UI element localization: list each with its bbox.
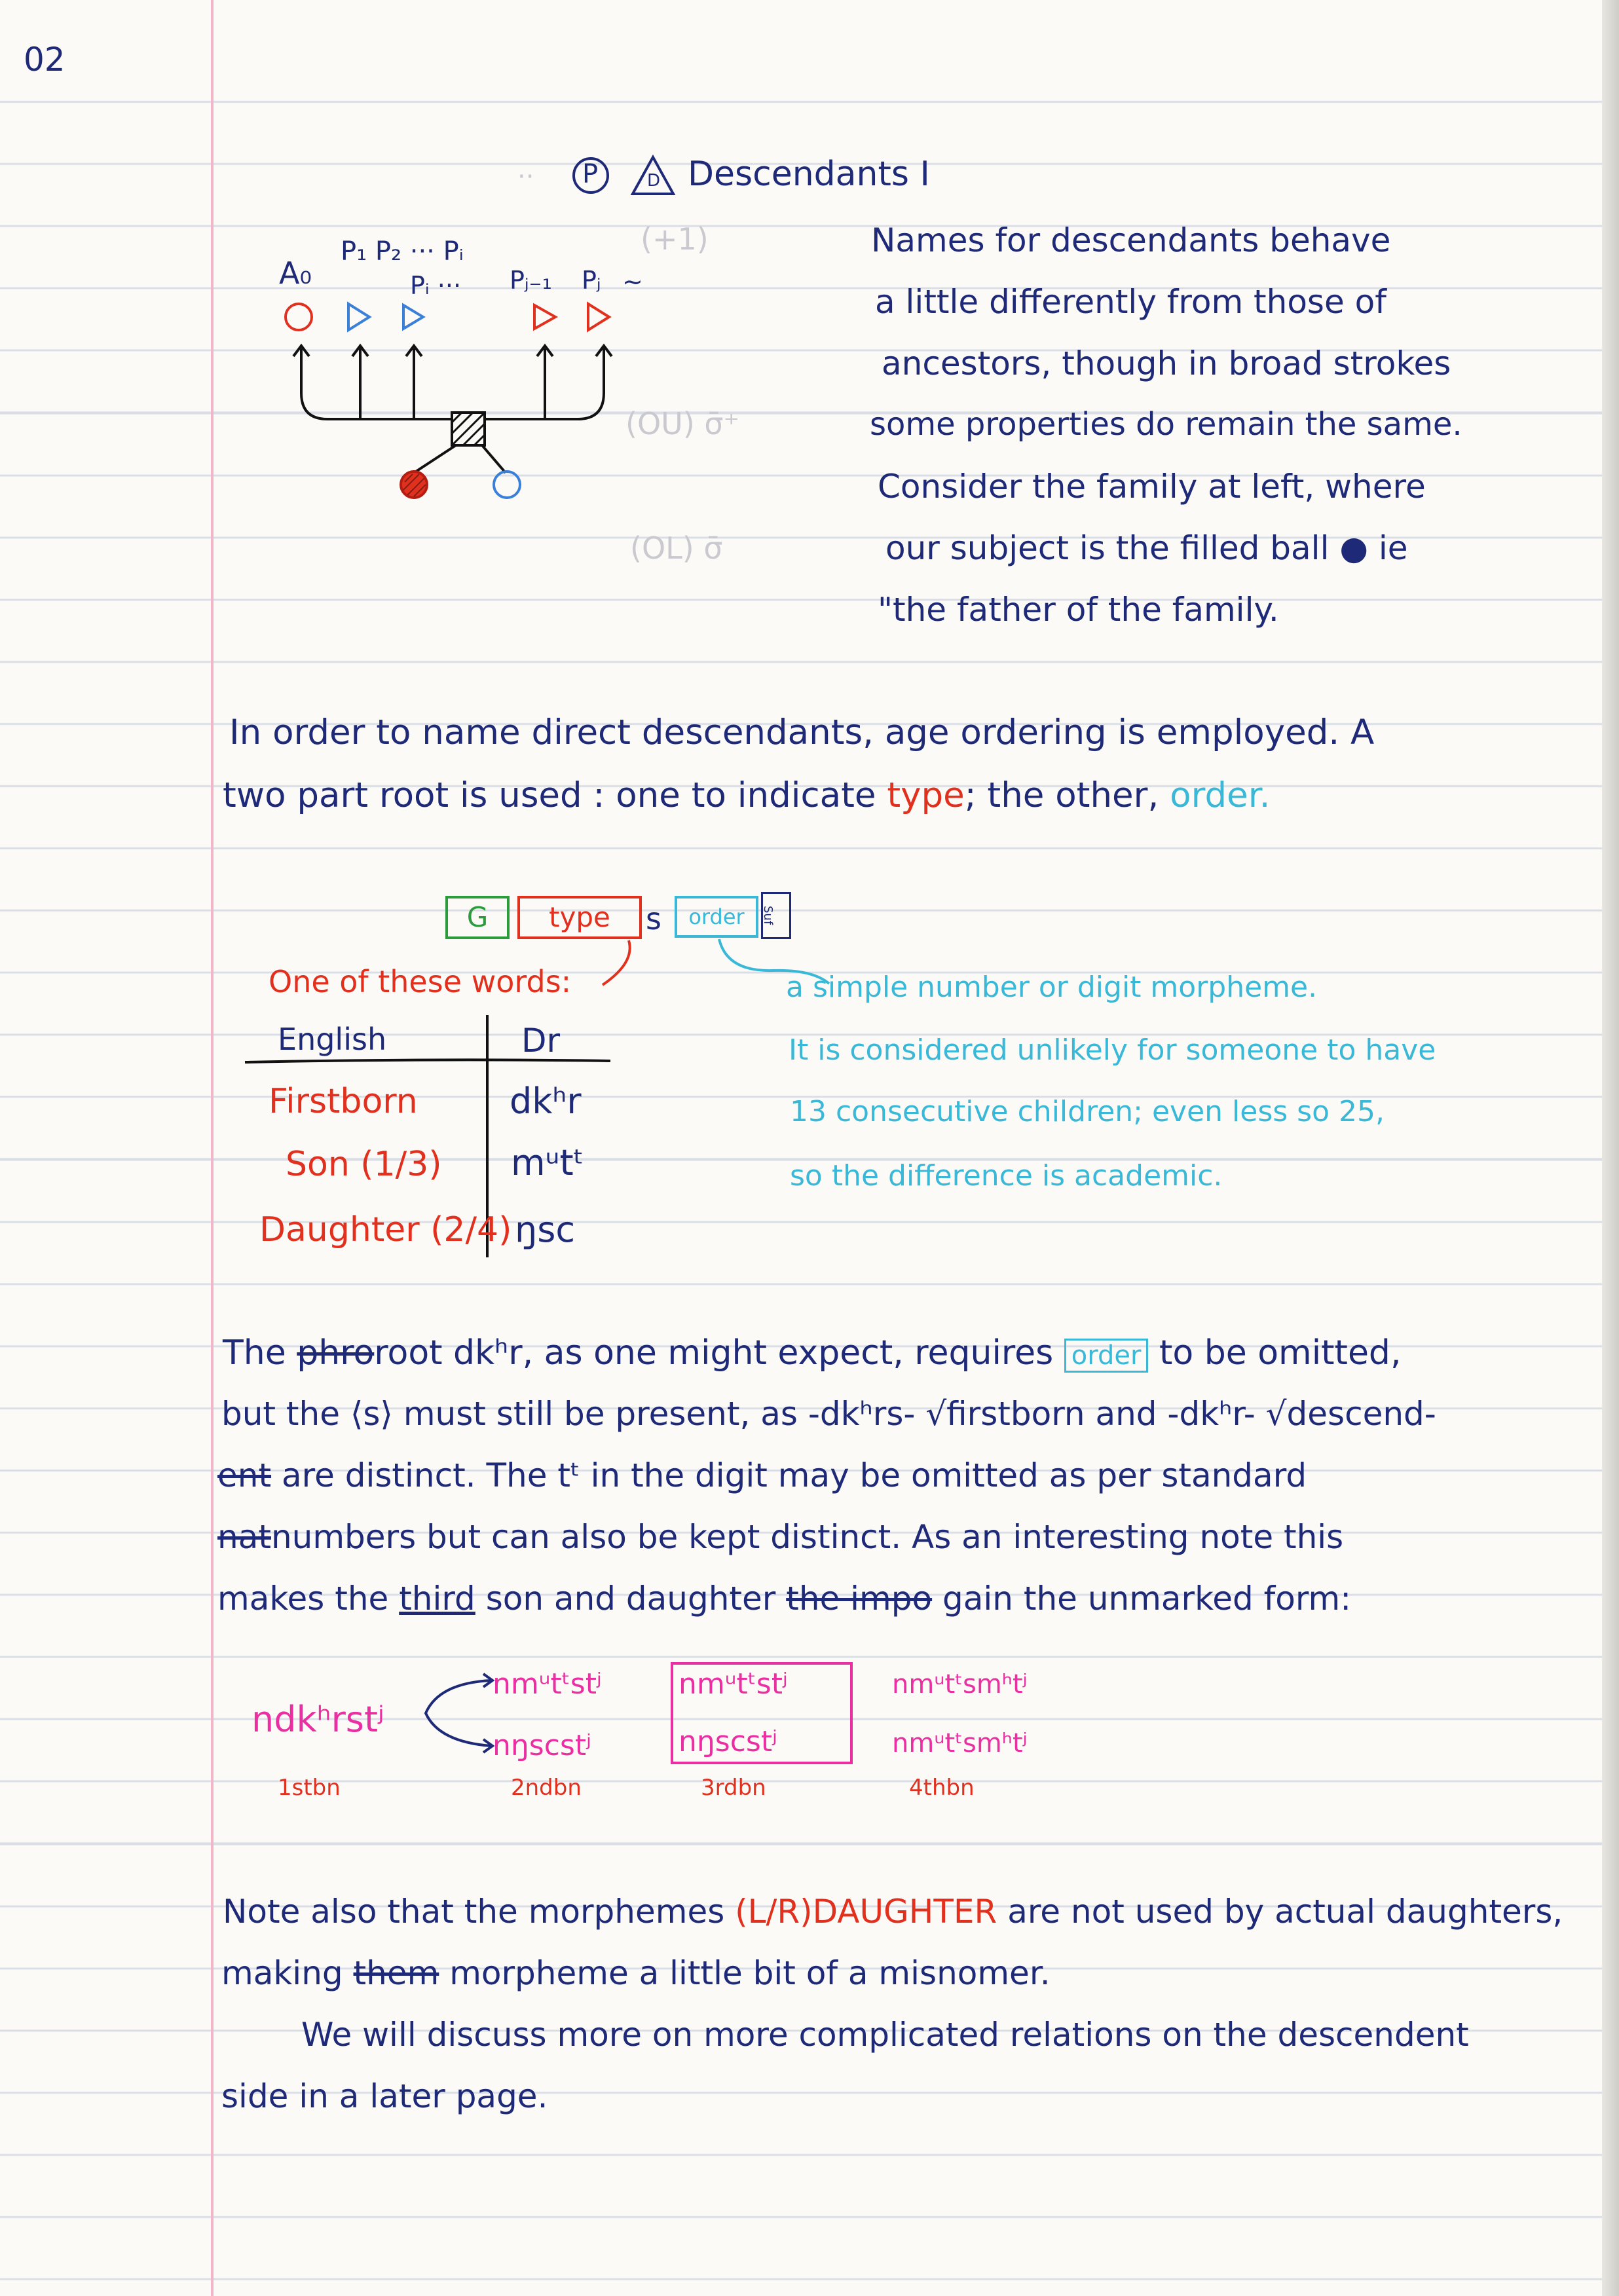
label-2ndbn: 2ndbn (511, 1775, 582, 1801)
family-tree-diagram (275, 288, 668, 524)
para1-line-2-b: ; the other, (964, 775, 1159, 815)
para3-l2-strike: them (353, 1954, 439, 1992)
margin-line (211, 0, 214, 2296)
para3-l1a: Note also that the morphemes (223, 1893, 725, 1931)
intro-line-1: Names for descendants behave (871, 221, 1391, 259)
para2-l5c: gain the unmarked form: (942, 1580, 1352, 1618)
label-4thbn: 4thbn (909, 1775, 975, 1801)
pj-minus-1-label: Pⱼ₋₁ (510, 266, 552, 295)
formula-s: s (646, 901, 661, 936)
para3-line-4: side in a later page. (221, 2077, 548, 2115)
page-title: Descendants I (688, 155, 930, 194)
formula-type-box: type (517, 896, 642, 939)
order-note-line-1: a simple number or digit morpheme. (786, 971, 1318, 1004)
para2-line-1 (223, 1335, 1401, 1372)
form-son-3: nmᵘtᵗstʲ (679, 1667, 788, 1701)
intro-line-4: some properties do remain the same. (870, 406, 1462, 443)
para1-line-1: In order to name direct descendants, age ordering is employed. A (229, 713, 1375, 752)
form-dau-2: nŋscstʲ (493, 1729, 591, 1762)
ghost-ol: (OL) σ̄ (630, 530, 723, 566)
para2-l1b: root dkʰr, as one might expect, requires (374, 1333, 1054, 1373)
para3-daughter-morpheme: (L/R)DAUGHTER (735, 1893, 997, 1931)
table-row-2-dr: mᵘtᵗ (511, 1142, 584, 1183)
triangle-d-letter: D (647, 171, 661, 191)
dots-before-title: ·· (517, 162, 534, 192)
top-row-labels: P₁ P₂ ··· Pᵢ (341, 236, 464, 267)
formula-g-box: G (445, 896, 510, 939)
table-caption: One of these words: (269, 964, 572, 999)
para2-line-5 (217, 1581, 1351, 1617)
circle-p-letter: P (582, 159, 599, 189)
para2-l4: numbers but can also be kept distinct. As an interesting note this (270, 1518, 1344, 1556)
table-row-1-english: Firstborn (269, 1082, 418, 1121)
label-1stbn: 1stbn (278, 1775, 341, 1801)
table-header-dr: Dr (521, 1022, 561, 1060)
para3-l2a: making (221, 1954, 343, 1992)
form-dau-3: nŋscstʲ (679, 1725, 777, 1758)
para3-line-2 (221, 1955, 1051, 1991)
type-pointer (589, 936, 642, 995)
table-row-1-dr: dkʰr (510, 1081, 582, 1122)
para1-type-word: type (887, 775, 965, 815)
intro-line-7: "the father of the family. (878, 591, 1279, 629)
form-son-4: nmᵘtᵗsmʰtʲ (892, 1669, 1028, 1699)
para2-l1c: to be omitted, (1159, 1333, 1402, 1373)
label-3rdbn: 3rdbn (701, 1775, 766, 1801)
intro-line-5: Consider the family at left, where (878, 468, 1426, 506)
intro-line-3: ancestors, though in broad strokes (882, 344, 1451, 382)
order-note-line-2: It is considered unlikely for someone to have (789, 1033, 1436, 1067)
para3-l2b: morpheme a little bit of a misnomer. (449, 1954, 1051, 1992)
intro-line-6: our subject is the filled ball ● ie (885, 529, 1408, 567)
para2-l5-strike: the impo (786, 1580, 933, 1618)
para2-line-4 (217, 1519, 1343, 1555)
ghost-plus1: (+1) (641, 221, 709, 257)
para2-line-3 (217, 1458, 1307, 1494)
table-header-english: English (278, 1022, 387, 1057)
order-note-line-3: 13 consecutive children; even less so 25, (790, 1095, 1385, 1128)
table-row-2-english: Son (1/3) (286, 1145, 442, 1184)
para3-line-1 (223, 1894, 1563, 1930)
tilde-mark: ~ (622, 267, 643, 296)
ancestor-label: A₀ (279, 255, 312, 291)
para2-line-2: but the ⟨s⟩ must still be present, as -dkʰrs- √firstborn and -dkʰr- √descend- (221, 1395, 1436, 1433)
para1-line-2-a: two part root is used : one to indicate (223, 775, 876, 815)
table-row-3-dr: ŋsc (515, 1209, 576, 1250)
para2-third: third (399, 1580, 475, 1618)
ghost-ou: (OU) σ̄⁺ (625, 406, 739, 441)
para2-l4-strike: nat (217, 1518, 271, 1556)
second-row-labels: Pᵢ ··· (410, 271, 462, 300)
table-row-3-english: Daughter (2/4) (259, 1210, 512, 1250)
formula-suffix-box: Suf (761, 892, 791, 939)
form-branch-arrows (419, 1663, 504, 1762)
form-base: ndkʰrstʲ (251, 1699, 384, 1740)
page-number: 02 (24, 41, 65, 79)
form-son-2: nmᵘtᵗstʲ (493, 1667, 602, 1701)
intro-line-2: a little differently from those of (875, 283, 1386, 321)
para2-l1-strike: phro (297, 1333, 375, 1373)
para2-l5a: makes the (217, 1580, 389, 1618)
para3-line-3: We will discuss more on more complicated relations on the descendent (301, 2016, 1469, 2054)
form-dau-4: nmᵘtᵗsmʰtʲ (892, 1728, 1028, 1758)
para3-l1b: are not used by actual daughters, (1007, 1893, 1563, 1931)
para1-order-word: order. (1170, 775, 1271, 815)
para2-l1a: The (223, 1333, 286, 1373)
para2-order-box: order (1064, 1339, 1149, 1373)
para2-l3: are distinct. The tᵗ in the digit may be omitted as per standard (281, 1456, 1307, 1494)
page-binding (1602, 0, 1619, 2296)
para2-l5b: son and daughter (485, 1580, 776, 1618)
pj-label: Pⱼ (582, 266, 601, 295)
formula-order-box: order (675, 896, 758, 938)
para2-l3-strike: ent (217, 1456, 272, 1494)
order-note-line-4: so the difference is academic. (790, 1159, 1223, 1193)
para1-line-2 (223, 777, 1270, 815)
